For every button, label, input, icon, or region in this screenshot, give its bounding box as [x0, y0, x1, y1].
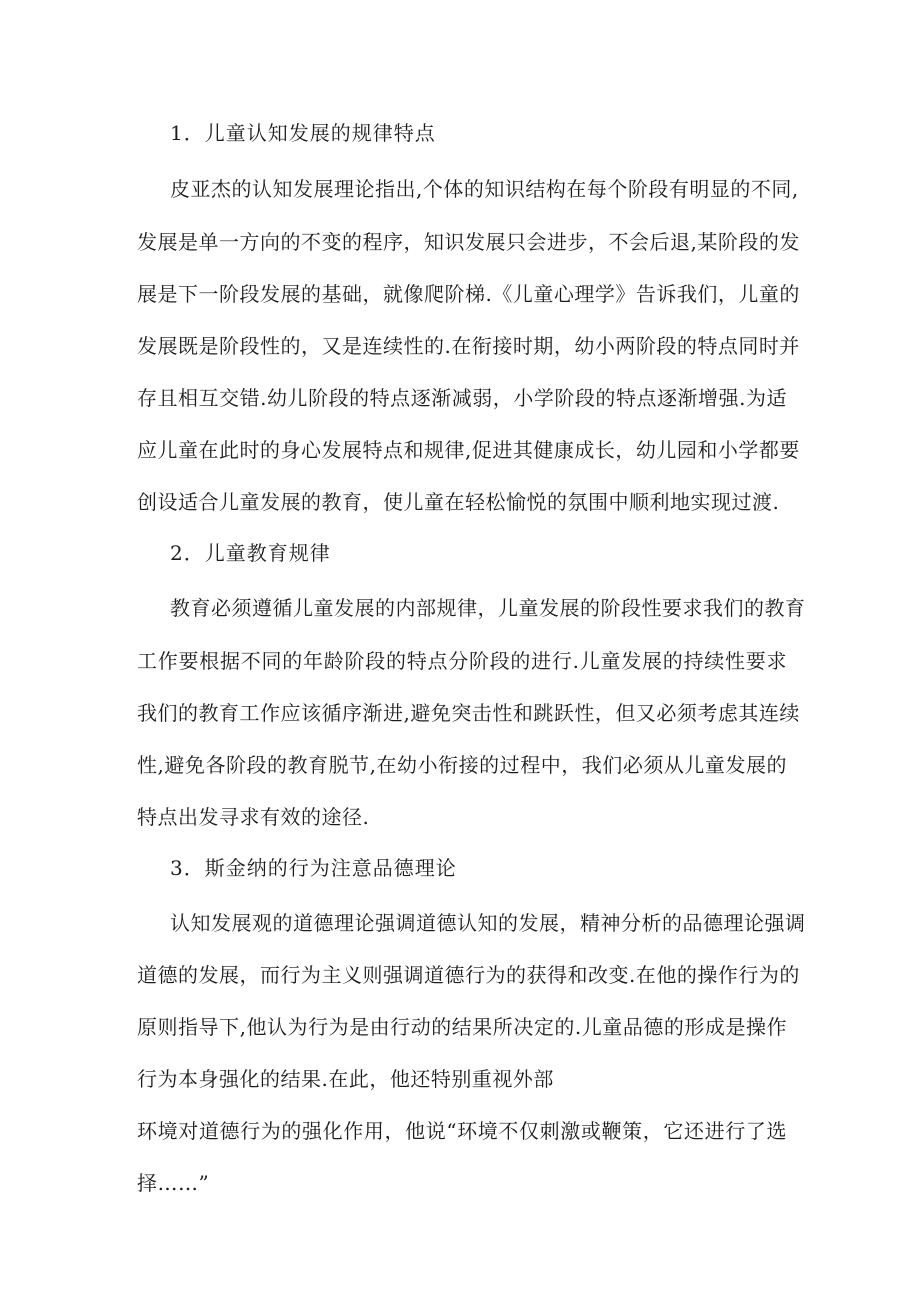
paragraph-line: 教育必须遵循儿童发展的内部规律，儿童发展的阶段性要求我们的教育	[170, 596, 806, 620]
paragraph-line: 道德的发展，而行为主义则强调道德行为的获得和改变.在他的操作行为的	[137, 963, 800, 987]
paragraph-line: 创设适合儿童发展的教育，使儿童在轻松愉悦的氛围中顺利地实现过渡.	[137, 490, 780, 514]
paragraph-line: 皮亚杰的认知发展理论指出,个体的知识结构在每个阶段有明显的不同,	[170, 177, 799, 201]
paragraph-line: 工作要根据不同的年龄阶段的特点分阶段的进行.儿童发展的持续性要求	[137, 649, 787, 673]
paragraph-line: 原则指导下,他认为行为是由行动的结果所决定的.儿童品德的形成是操作	[137, 1015, 787, 1039]
section-heading-2: 2．儿童教育规律	[170, 541, 331, 565]
paragraph-line: 择……”	[137, 1171, 210, 1195]
paragraph-line: 认知发展观的道德理论强调道德认知的发展，精神分析的品德理论强调	[170, 911, 806, 935]
paragraph-line: 行为本身强化的结果.在此，他还特别重视外部	[137, 1067, 554, 1091]
paragraph-line: 存且相互交错.幼儿阶段的特点逐渐减弱，小学阶段的特点逐渐增强.为适	[137, 386, 787, 410]
paragraph-line: 发展既是阶段性的，又是连续性的.在衔接时期，幼小两阶段的特点同时并	[137, 334, 800, 358]
paragraph-line: 应儿童在此时的身心发展特点和规律,促进其健康成长，幼儿园和小学都要	[137, 438, 800, 462]
paragraph-line: 性,避免各阶段的教育脱节,在幼小衔接的过程中，我们必须从儿童发展的	[137, 753, 787, 777]
paragraph-line: 发展是单一方向的不变的程序，知识发展只会进步，不会后退,某阶段的发	[137, 230, 800, 254]
paragraph-line: 展是下一阶段发展的基础，就像爬阶梯.《儿童心理学》告诉我们，儿童的	[137, 282, 800, 306]
section-heading-3: 3．斯金纳的行为注意品德理论	[170, 856, 457, 880]
section-heading-1: 1．儿童认知发展的规律特点	[170, 121, 436, 145]
paragraph-line: 我们的教育工作应该循序渐进,避免突击性和跳跃性，但又必须考虑其连续	[137, 701, 800, 725]
paragraph-line: 环境对道德行为的强化作用，他说“环境不仅刺激或鞭策，它还进行了选	[137, 1119, 787, 1143]
paragraph-line: 特点出发寻求有效的途径.	[137, 805, 370, 829]
